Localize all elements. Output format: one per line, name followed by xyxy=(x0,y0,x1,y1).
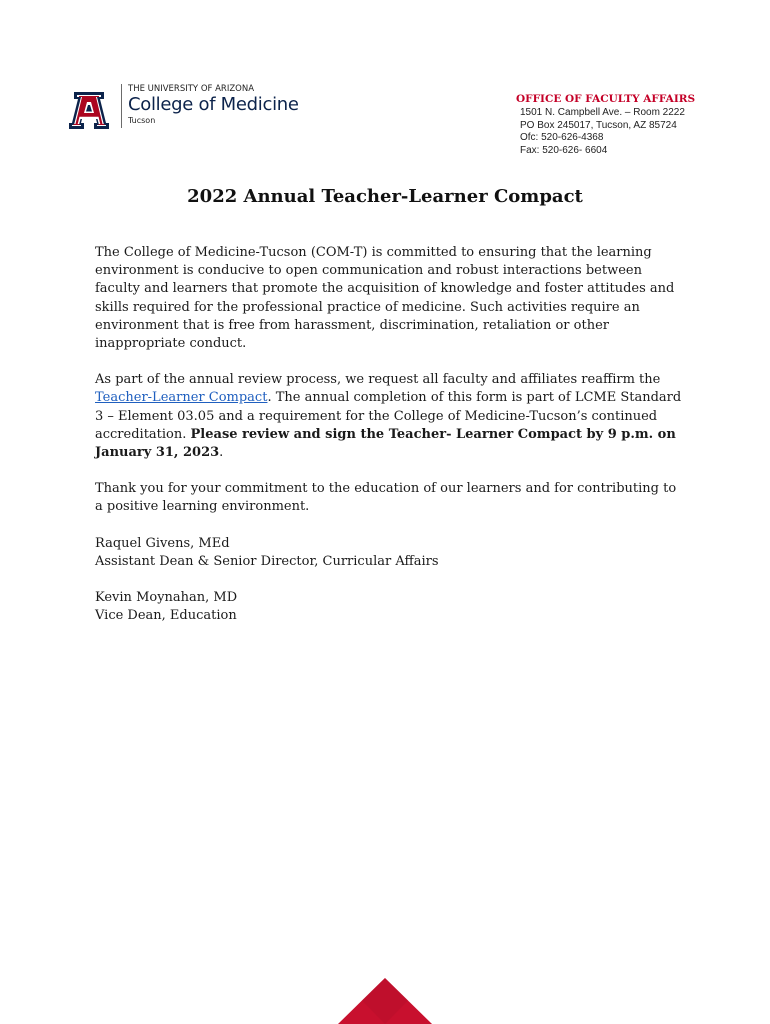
college-name: College of Medicine xyxy=(128,94,299,115)
signer-title: Vice Dean, Education xyxy=(95,608,237,624)
paragraph-thanks: Thank you for your commitment to the education of our learners and for contributing to a positive learning environment. xyxy=(95,481,677,515)
deadline-text: Please review and sign the Teacher- Learner Compact by 9 p.m. on January 31, 2023 xyxy=(95,426,676,461)
office-phone: Ofc: 520-626-4368 xyxy=(520,132,604,143)
campus-name: Tucson xyxy=(128,116,156,125)
signer-name: Raquel Givens, MEd xyxy=(95,535,230,551)
request-middle-text: . The annual completion of this form is part of LCME Standard 3 – Element 03.05 and a requirement for the College of Medicine-Tucson’s continued accreditation. xyxy=(95,390,682,442)
paragraph-request xyxy=(95,371,685,462)
request-end-text: . xyxy=(219,445,224,461)
paragraph-intro: The College of Medicine-Tucson (COM-T) is committed to ensuring that the learning environment is conducive to open communication and robust interactions between faculty and learners that promote the acquisition of knowledge and foster attitudes and skills required for the professional practice of medicine. Such activities require an environment that is free from harassment, discrimination, retaliation or other inappropriate conduct. xyxy=(95,245,675,352)
address-line-1: 1501 N. Campbell Ave. – Room 2222 xyxy=(520,107,685,118)
signature-block xyxy=(95,589,685,625)
request-intro-text: As part of the annual review process, we request all faculty and affiliates reaffirm the xyxy=(95,372,661,388)
signatures xyxy=(95,535,685,626)
logo-divider xyxy=(121,84,122,128)
address-line-2: PO Box 245017, Tucson, AZ 85724 xyxy=(520,119,677,131)
university-logo xyxy=(68,84,308,134)
compact-link[interactable]: Teacher-Learner Compact xyxy=(95,390,268,406)
signer-name: Kevin Moynahan, MD xyxy=(95,590,238,606)
document-title: 2022 Annual Teacher-Learner Compact xyxy=(187,186,583,207)
letter-body xyxy=(95,244,685,643)
university-name: THE UNIVERSITY OF ARIZONA xyxy=(128,84,255,94)
office-address-block xyxy=(516,93,736,157)
office-fax: Fax: 520-626- 6604 xyxy=(520,144,608,156)
footer-triangle-decoration xyxy=(336,976,434,1024)
signature-block xyxy=(95,535,685,571)
signer-title: Assistant Dean & Senior Director, Curricular Affairs xyxy=(95,553,439,569)
office-title: OFFICE OF FACULTY AFFAIRS xyxy=(516,93,696,105)
logo-wordmark xyxy=(128,84,299,126)
block-a-logo-icon xyxy=(68,88,110,130)
